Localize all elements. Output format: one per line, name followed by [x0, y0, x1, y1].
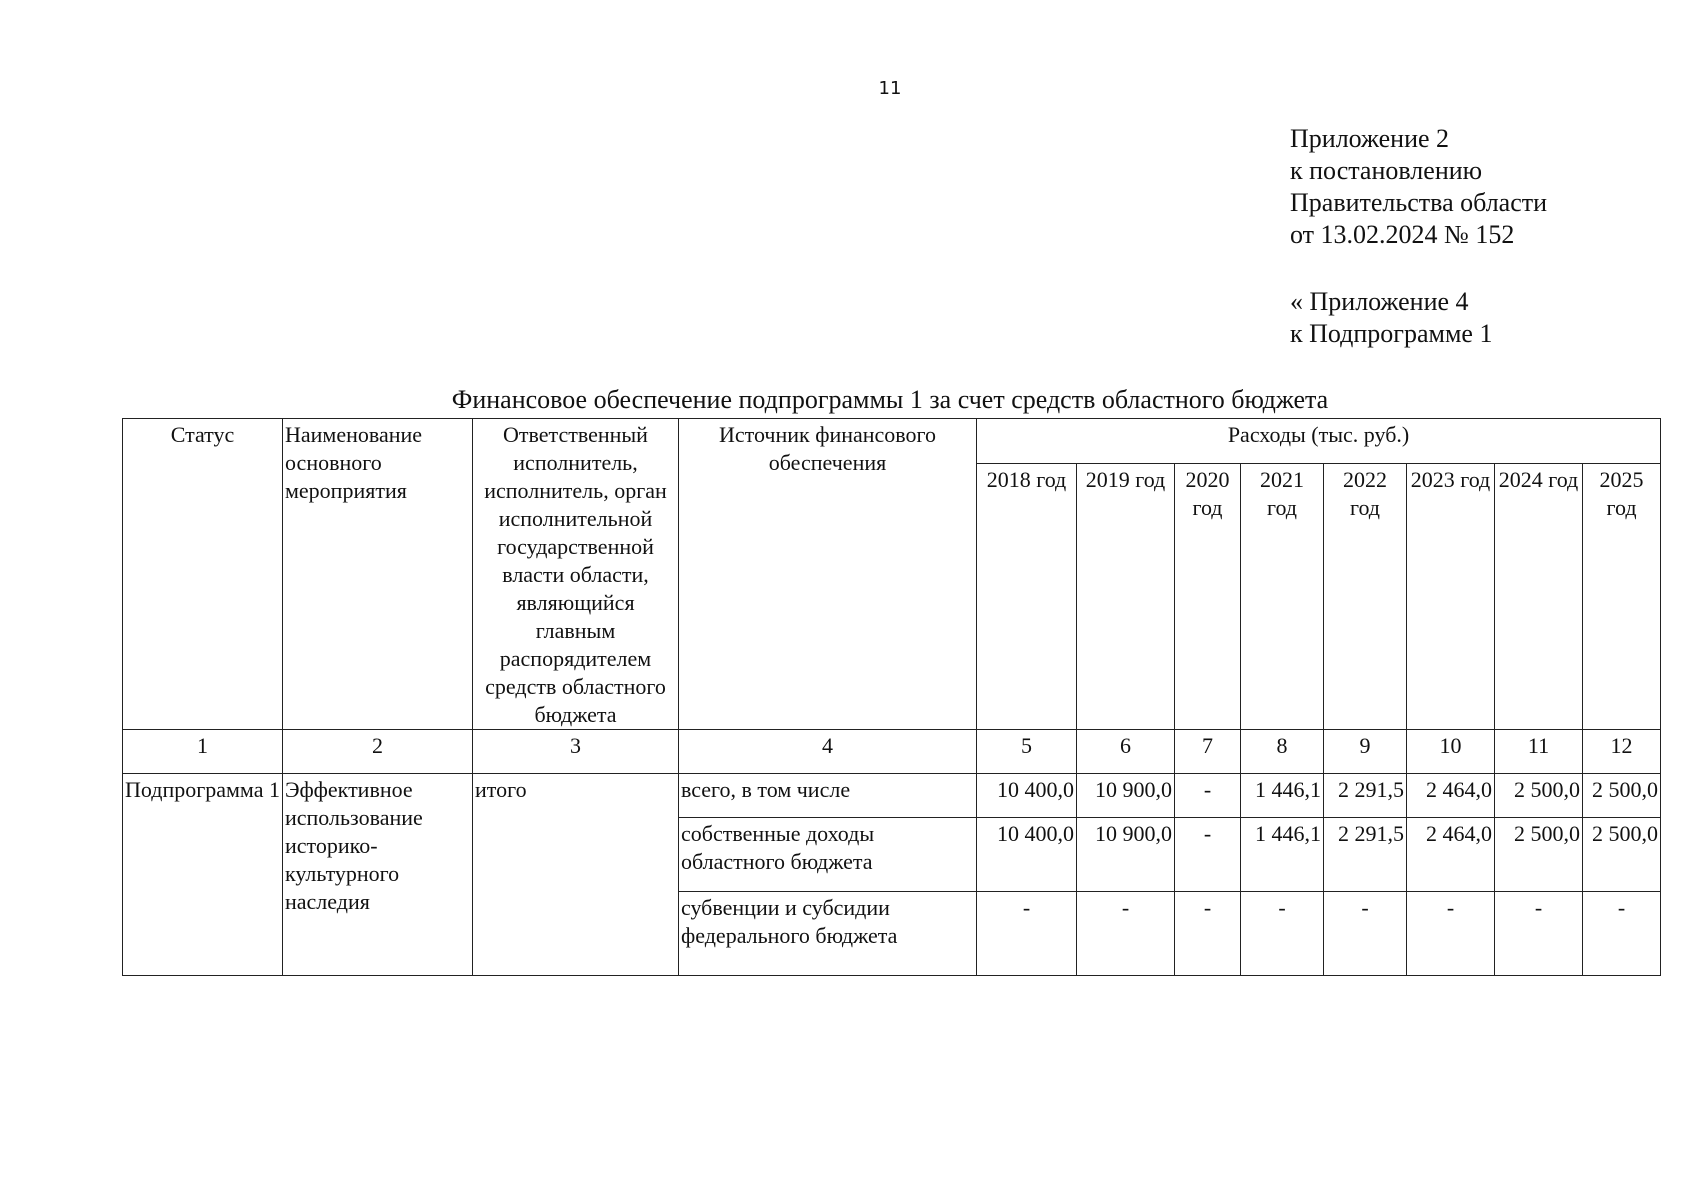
column-number: 4 [679, 730, 977, 774]
row-activity-name: Эффективное использование историко-культурного наследия [283, 774, 473, 976]
value-cell: 1 446,1 [1241, 774, 1324, 818]
financing-table [122, 418, 1661, 976]
column-number: 3 [473, 730, 679, 774]
value-cell: 10 900,0 [1077, 774, 1175, 818]
value-cell: - [1495, 892, 1583, 976]
header-expenses: Расходы (тыс. руб.) [977, 419, 1661, 464]
value-cell: 1 446,1 [1241, 818, 1324, 892]
appendix-2-header [1290, 123, 1547, 251]
table-row [123, 774, 1661, 818]
appendix-2-line: Правительства области [1290, 188, 1548, 217]
header-year: 2019 год [1077, 464, 1175, 730]
column-number: 9 [1324, 730, 1407, 774]
header-status: Статус [123, 419, 283, 730]
appendix-4-header [1290, 286, 1492, 350]
value-cell: - [1583, 892, 1661, 976]
appendix-4-line: к Подпрограмме 1 [1290, 319, 1493, 348]
value-cell: 2 500,0 [1495, 774, 1583, 818]
column-number: 12 [1583, 730, 1661, 774]
header-year: 2020 год [1175, 464, 1241, 730]
value-cell: - [977, 892, 1077, 976]
header-executor: Ответственный исполнитель, исполнитель, орган исполнительной государственной власти области, являющийся главным распорядителем средств областного бюджета [473, 419, 679, 730]
column-number: 5 [977, 730, 1077, 774]
value-cell: - [1175, 774, 1241, 818]
column-number: 1 [123, 730, 283, 774]
column-number: 2 [283, 730, 473, 774]
value-cell: 2 500,0 [1495, 818, 1583, 892]
row-executor: итого [473, 774, 679, 976]
row-status: Подпрограмма 1 [123, 774, 283, 976]
appendix-4-line: « Приложение 4 [1290, 287, 1469, 316]
header-year: 2023 год [1407, 464, 1495, 730]
page-number: 11 [878, 78, 902, 99]
header-name: Наименование основного мероприятия [283, 419, 473, 730]
row-source: всего, в том числе [679, 774, 977, 818]
appendix-2-line: к постановлению [1290, 156, 1483, 185]
value-cell: - [1407, 892, 1495, 976]
table-title: Финансовое обеспечение подпрограммы 1 за счет средств областного бюджета [451, 385, 1329, 414]
value-cell: 10 400,0 [977, 774, 1077, 818]
header-year: 2025 год [1583, 464, 1661, 730]
header-year: 2024 год [1495, 464, 1583, 730]
header-year: 2018 год [977, 464, 1077, 730]
value-cell: 10 900,0 [1077, 818, 1175, 892]
value-cell: 2 464,0 [1407, 818, 1495, 892]
value-cell: 2 291,5 [1324, 774, 1407, 818]
column-number: 10 [1407, 730, 1495, 774]
value-cell: 2 291,5 [1324, 818, 1407, 892]
value-cell: - [1175, 892, 1241, 976]
value-cell: 2 464,0 [1407, 774, 1495, 818]
value-cell: - [1175, 818, 1241, 892]
row-source: собственные доходы областного бюджета [679, 818, 977, 892]
value-cell: - [1077, 892, 1175, 976]
value-cell: 2 500,0 [1583, 774, 1661, 818]
column-number: 6 [1077, 730, 1175, 774]
value-cell: - [1324, 892, 1407, 976]
row-source: субвенции и субсидии федерального бюджета [679, 892, 977, 976]
value-cell: 2 500,0 [1583, 818, 1661, 892]
appendix-2-line: Приложение 2 [1290, 124, 1450, 153]
appendix-2-line: от 13.02.2024 № 152 [1290, 220, 1515, 249]
value-cell: - [1241, 892, 1324, 976]
column-number: 7 [1175, 730, 1241, 774]
header-source: Источник финансового обеспечения [679, 419, 977, 730]
column-number: 8 [1241, 730, 1324, 774]
header-year: 2022 год [1324, 464, 1407, 730]
value-cell: 10 400,0 [977, 818, 1077, 892]
column-number: 11 [1495, 730, 1583, 774]
header-year: 2021 год [1241, 464, 1324, 730]
